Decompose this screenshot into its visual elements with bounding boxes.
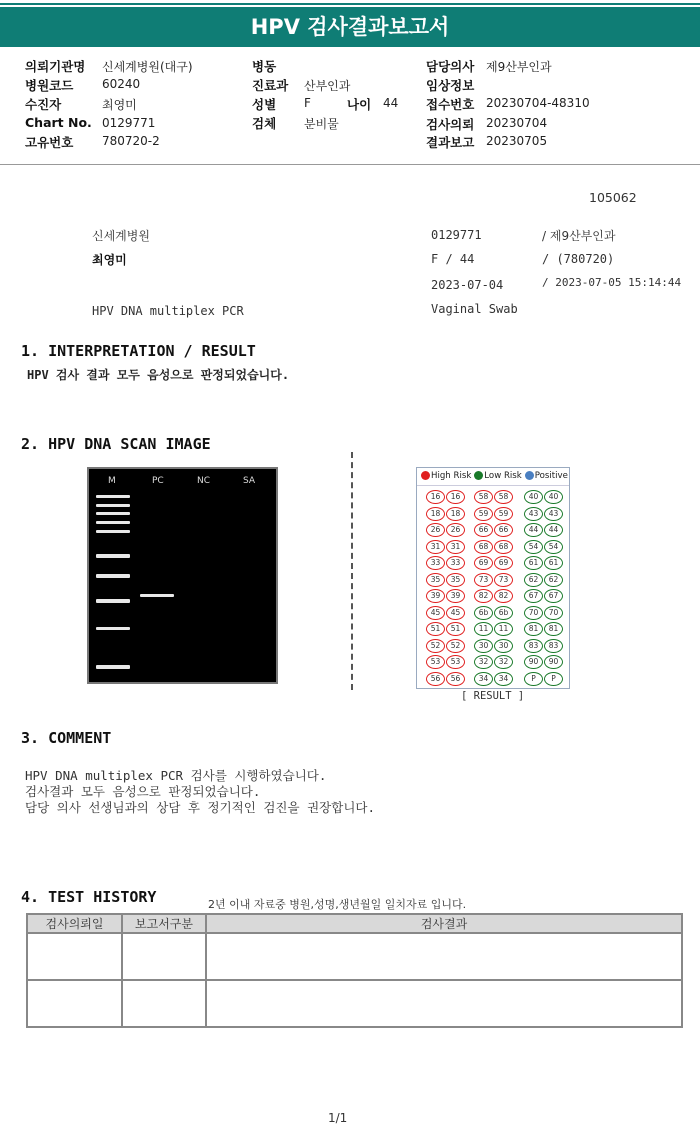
hospital-code-value: 60240: [102, 77, 141, 91]
age-label: 나이: [347, 97, 372, 112]
specimen-value: 분비물: [304, 117, 339, 131]
comment-line-3: 담당 의사 선생님과의 상담 후 정기적인 검진을 권장합니다.: [25, 800, 376, 815]
table-row: [27, 933, 682, 980]
chart-label: Chart No.: [25, 115, 92, 130]
sex-label: 성별: [252, 97, 277, 112]
section-interpretation-title: 1. INTERPRETATION / RESULT: [21, 342, 256, 360]
legend-dot-icon: [421, 471, 430, 480]
hpv-type-spot: 33: [426, 556, 445, 570]
hpv-chip-panel: [416, 467, 570, 689]
marker-band: [96, 627, 130, 630]
hpv-type-spot: 70: [524, 606, 543, 620]
hpv-type-spot: 39: [446, 589, 465, 603]
hpv-type-spot: 11: [494, 622, 513, 636]
hpv-type-spot: 81: [544, 622, 563, 636]
summary-chart: 0129771: [431, 228, 482, 242]
history-note: 2년 이내 자료중 병원,성명,생년월일 일치자료 입니다.: [208, 898, 467, 911]
hpv-type-spot: 34: [474, 672, 493, 686]
marker-band: [96, 530, 130, 533]
hpv-type-spot: 44: [524, 523, 543, 537]
legend-dot-icon: [474, 471, 483, 480]
hpv-type-spot: 26: [446, 523, 465, 537]
sex-value: F: [304, 96, 311, 110]
hpv-type-spot: 53: [446, 655, 465, 669]
hpv-type-spot: 58: [494, 490, 513, 504]
specimen-label: 검체: [252, 116, 277, 131]
request-value: 20230704: [486, 116, 548, 130]
hpv-type-spot: 66: [494, 523, 513, 537]
hpv-type-spot: 31: [446, 540, 465, 554]
hpv-type-spot: 90: [544, 655, 563, 669]
doctor-label: 담당의사: [426, 59, 475, 74]
hpv-type-spot: 11: [474, 622, 493, 636]
pc-band: [140, 594, 174, 597]
hospital-code-label: 병원코드: [25, 78, 74, 93]
hpv-type-spot: 59: [474, 507, 493, 521]
hpv-type-spot: 52: [446, 639, 465, 653]
hpv-type-spot: 61: [524, 556, 543, 570]
hpv-type-spot: 82: [474, 589, 493, 603]
institution-value: 신세계병원(대구): [102, 60, 193, 74]
receipt-value: 20230704-48310: [486, 96, 590, 110]
hpv-type-spot: 83: [524, 639, 543, 653]
hpv-type-spot: 40: [544, 490, 563, 504]
hpv-type-spot: 68: [474, 540, 493, 554]
lane-label-pc: PC: [152, 476, 164, 486]
hpv-type-spot: 69: [474, 556, 493, 570]
history-header-date: 검사의뢰일: [27, 914, 122, 933]
report-title: HPV 검사결과보고서: [250, 15, 450, 39]
hpv-type-spot: 30: [474, 639, 493, 653]
hpv-type-spot: 35: [446, 573, 465, 587]
legend-label: High Risk: [431, 471, 472, 481]
legend-item: [421, 471, 471, 481]
hpv-type-spot: 26: [426, 523, 445, 537]
hpv-type-spot: 30: [494, 639, 513, 653]
hpv-type-spot: 62: [544, 573, 563, 587]
summary-test: HPV DNA multiplex PCR: [92, 304, 244, 318]
doctor-value: 제9산부인과: [486, 60, 552, 74]
legend-label: Positive: [534, 471, 568, 481]
hpv-type-spot: 32: [494, 655, 513, 669]
page-number: 1/1: [328, 1111, 348, 1125]
marker-band: [96, 504, 130, 507]
hpv-type-spot: 56: [426, 672, 445, 686]
unique-no-value: 780720-2: [102, 134, 160, 148]
comment-line-1: HPV DNA multiplex PCR 검사를 시행하였습니다.: [25, 768, 327, 783]
legend-item: [474, 471, 521, 481]
history-header-result: 검사결과: [206, 914, 682, 933]
hpv-type-spot: 73: [494, 573, 513, 587]
marker-band: [96, 665, 130, 669]
report-label: 결과보고: [426, 135, 475, 150]
ward-label: 병동: [252, 59, 277, 74]
hpv-type-spot: 33: [446, 556, 465, 570]
hpv-type-spot: 67: [524, 589, 543, 603]
hpv-type-spot: 16: [426, 490, 445, 504]
hpv-type-spot: 34: [494, 672, 513, 686]
hpv-type-spot: 90: [524, 655, 543, 669]
dashed-separator: [351, 452, 353, 690]
interpretation-text: HPV 검사 결과 모두 음성으로 판정되었습니다.: [27, 368, 290, 382]
legend-label: Low Risk: [484, 471, 522, 481]
hpv-type-spot: 18: [426, 507, 445, 521]
lane-label-m: M: [108, 476, 116, 486]
hpv-type-spot: P: [524, 672, 543, 686]
history-table: [26, 913, 683, 1028]
marker-band: [96, 599, 130, 603]
hpv-type-spot: 43: [524, 507, 543, 521]
lane-label-sa: SA: [243, 476, 256, 486]
chip-legend: [417, 468, 569, 486]
marker-band: [96, 521, 130, 524]
divider: [0, 164, 700, 165]
summary-hospital: 신세계병원: [92, 229, 150, 243]
hpv-type-spot: 54: [524, 540, 543, 554]
hpv-type-spot: 45: [446, 606, 465, 620]
institution-label: 의뢰기관명: [25, 59, 86, 74]
hpv-type-spot: 32: [474, 655, 493, 669]
marker-band: [96, 574, 130, 578]
summary-report-time: / 2023-07-05 15:14:44: [542, 276, 682, 289]
chart-value: 0129771: [102, 116, 156, 130]
section-comment-title: 3. COMMENT: [21, 729, 112, 747]
hpv-type-spot: 82: [494, 589, 513, 603]
history-header-type: 보고서구분: [122, 914, 206, 933]
hpv-type-spot: 31: [426, 540, 445, 554]
dept-value: 산부인과: [304, 79, 351, 93]
lane-label-nc: NC: [197, 476, 211, 486]
hpv-type-spot: 39: [426, 589, 445, 603]
hpv-type-spot: 68: [494, 540, 513, 554]
unique-no-label: 고유번호: [25, 135, 74, 150]
hpv-type-spot: 70: [544, 606, 563, 620]
hpv-type-spot: 83: [544, 639, 563, 653]
hpv-type-spot: 44: [544, 523, 563, 537]
marker-band: [96, 554, 130, 558]
hpv-type-spot: 67: [544, 589, 563, 603]
report-value: 20230705: [486, 134, 548, 148]
summary-date: 2023-07-04: [431, 278, 504, 292]
section-history-title: 4. TEST HISTORY: [21, 888, 157, 906]
chip-caption: [ RESULT ]: [461, 690, 525, 702]
hpv-type-spot: 18: [446, 507, 465, 521]
header-top-rule: [0, 3, 700, 5]
summary-sex-age: F / 44: [431, 252, 475, 266]
hpv-type-spot: 69: [494, 556, 513, 570]
age-value: 44: [383, 96, 399, 110]
clinical-label: 임상정보: [426, 78, 475, 93]
marker-band: [96, 495, 130, 498]
hpv-type-spot: 56: [446, 672, 465, 686]
hpv-type-spot: P: [544, 672, 563, 686]
hpv-type-spot: 53: [426, 655, 445, 669]
hpv-type-spot: 62: [524, 573, 543, 587]
legend-dot-icon: [525, 471, 534, 480]
hpv-type-spot: 52: [426, 639, 445, 653]
hpv-type-spot: 61: [544, 556, 563, 570]
hpv-type-spot: 43: [544, 507, 563, 521]
receipt-label: 접수번호: [426, 97, 475, 112]
hpv-type-spot: 6b: [494, 606, 513, 620]
gel-image: [87, 467, 278, 684]
summary-dept: / 제9산부인과: [542, 229, 616, 243]
comment-line-2: 검사결과 모두 음성으로 판정되었습니다.: [25, 784, 261, 799]
hpv-type-spot: 51: [446, 622, 465, 636]
hpv-type-spot: 66: [474, 523, 493, 537]
hpv-type-spot: 45: [426, 606, 445, 620]
hpv-type-spot: 59: [494, 507, 513, 521]
summary-patient: 최영미: [92, 253, 127, 267]
marker-band: [96, 512, 130, 515]
hpv-type-spot: 81: [524, 622, 543, 636]
hpv-type-spot: 35: [426, 573, 445, 587]
hpv-type-spot: 6b: [474, 606, 493, 620]
hpv-type-spot: 73: [474, 573, 493, 587]
recipient-value: 최영미: [102, 98, 137, 112]
summary-specimen: Vaginal Swab: [431, 302, 518, 316]
legend-item: [525, 471, 568, 481]
hpv-type-spot: 54: [544, 540, 563, 554]
summary-birth: / (780720): [542, 252, 615, 266]
table-row: [27, 980, 682, 1027]
hpv-type-spot: 16: [446, 490, 465, 504]
report-code: 105062: [589, 190, 637, 205]
hpv-type-spot: 51: [426, 622, 445, 636]
section-scan-title: 2. HPV DNA SCAN IMAGE: [21, 435, 211, 453]
hpv-type-spot: 40: [524, 490, 543, 504]
hpv-type-spot: 58: [474, 490, 493, 504]
dept-label: 진료과: [252, 78, 289, 93]
recipient-label: 수진자: [25, 97, 62, 112]
request-label: 검사의뢰: [426, 117, 475, 132]
